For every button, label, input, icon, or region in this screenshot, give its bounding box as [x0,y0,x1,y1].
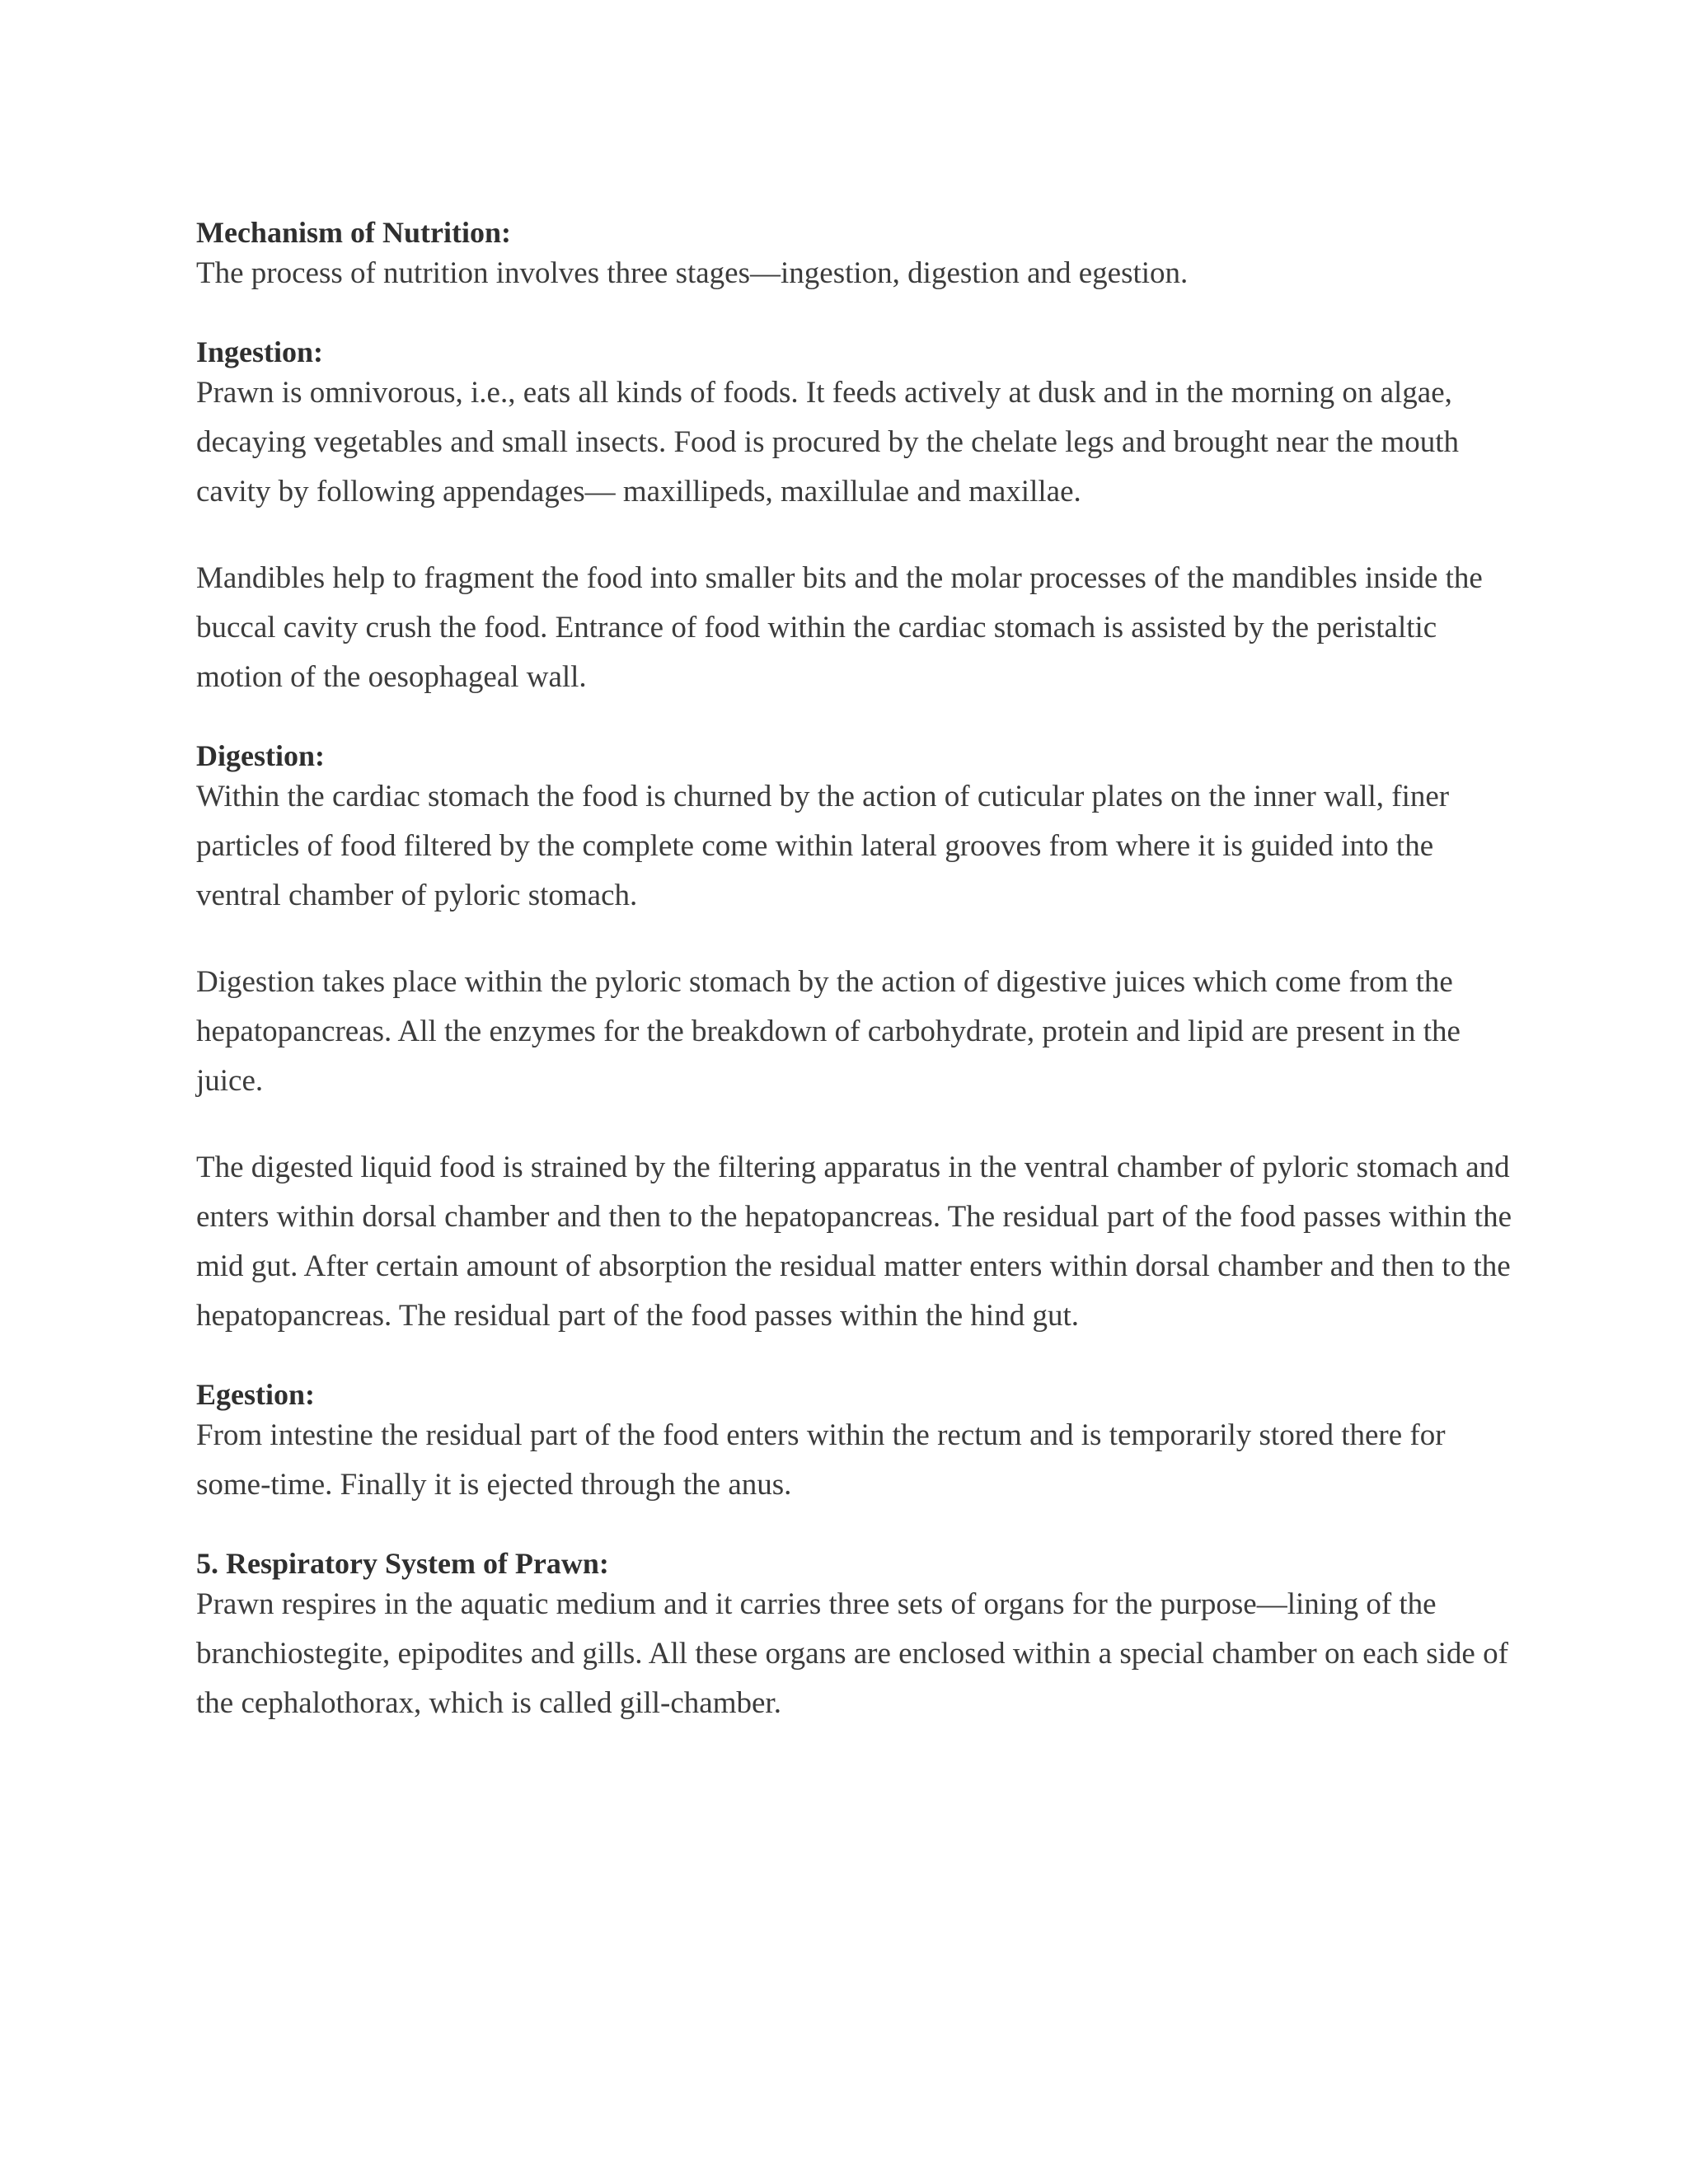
section-heading: Egestion: [196,1378,315,1411]
section-heading: Digestion: [196,739,325,772]
paragraph: Digestion takes place within the pyloric stomach by the action of digestive juices which come from the hepatopancreas. All the enzymes for the breakdown of carbohydrate, protein and lipid are present in the juice. [196,965,1461,1098]
section-mechanism-of-nutrition [196,216,1515,298]
section-egestion [196,1378,1515,1510]
section-heading: Ingestion: [196,335,324,368]
section-respiratory-system [196,1547,1515,1728]
paragraph: Prawn is omnivorous, i.e., eats all kinds of foods. It feeds actively at dusk and in the morning on algae, decaying vegetables and small insects. Food is procured by the chelate legs and brought near the mouth cavity by following appendages— maxillipeds, maxillulae and maxillae. [196,376,1459,509]
paragraph: The digested liquid food is strained by the filtering apparatus in the ventral chamber of pyloric stomach and enters within dorsal chamber and then to the hepatopancreas. The residual part of the food passes within the mid gut. After certain amount of absorption the residual matter enters within dorsal chamber and then to the hepatopancreas. The residual part of the food passes within the hind gut. [196,1151,1512,1333]
paragraph: The process of nutrition involves three stages—ingestion, digestion and egestion. [196,256,1189,290]
document-page [196,216,1515,1765]
paragraph: Prawn respires in the aquatic medium and it carries three sets of organs for the purpose—lining of the branchiostegite, epipodites and gills. All these organs are enclosed within a special chamber on each side of the cephalothorax, which is called gill-chamber. [196,1587,1508,1720]
paragraph: Within the cardiac stomach the food is churned by the action of cuticular plates on the inner wall, finer particles of food filtered by the complete come within lateral grooves from where it is guided into the ventral chamber of pyloric stomach. [196,780,1450,912]
section-heading: Mechanism of Nutrition: [196,216,511,249]
paragraph: Mandibles help to fragment the food into smaller bits and the molar processes of the mandibles inside the buccal cavity crush the food. Entrance of food within the cardiac stomach is assisted by the peristaltic motion of the oesophageal wall. [196,561,1483,694]
section-ingestion [196,335,1515,702]
section-digestion [196,739,1515,1341]
section-heading: 5. Respiratory System of Prawn: [196,1547,609,1580]
paragraph: From intestine the residual part of the food enters within the rectum and is temporarily stored there for some-time. Finally it is ejected through the anus. [196,1418,1446,1502]
